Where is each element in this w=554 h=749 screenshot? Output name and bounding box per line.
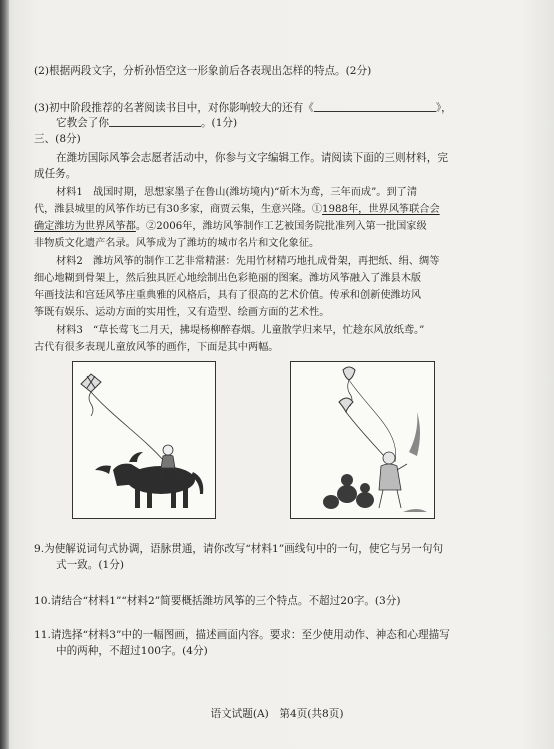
question-9-line-2: 式一致。(1分) (56, 559, 124, 571)
question-2: (2)根据两段文字，分析孙悟空这一形象前后各表现出怎样的特点。(2分) (34, 65, 372, 77)
lesson-prefix: 它教会了你 (56, 117, 109, 129)
painting-buffalo-kite (72, 361, 216, 519)
question-3-suffix: 》， (435, 102, 452, 114)
page-binding-edge (0, 0, 9, 749)
painting-children-kite (290, 361, 435, 519)
material-2-line-1: 材料2 潍坊风筝的制作工艺非常精湛：先用竹材精巧地扎成骨架，再把纸、绢、绸等 (56, 256, 440, 267)
material-2-line-3: 年画技法和宫廷风筝庄重典雅的风格后，具有了很高的艺术价值。传承和创新使潍坊风 (34, 290, 422, 301)
intro-line-1: 在潍坊国际风筝会志愿者活动中，你参与文字编辑工作。请阅读下面的三则材料，完 (56, 152, 448, 164)
lesson-suffix: 。(1分) (200, 117, 238, 129)
material-1-text-2: 。②2006年，潍坊风筝制作工艺被国务院批准列入第一批国家级 (135, 221, 427, 232)
question-10: 10.请结合“材料1”“材料2”简要概括潍坊风筝的三个特点。不超过20字。(3分) (34, 595, 401, 607)
question-11-line-1: 11.请选择“材料3”中的一幅图画，描述画面内容。要求：至少使用动作、神态和心理描写 (34, 629, 450, 641)
section-three-heading: 三、(8分) (34, 133, 81, 145)
page-footer: 语文试题(A) 第4页(共8页) (210, 708, 344, 720)
question-3-line-1 (34, 100, 534, 116)
material-3-line-1: 材料3 “草长莺飞二月天，拂堤杨柳醉春烟。儿童散学归来早，忙趁东风放纸鸢。” (56, 325, 425, 336)
children-kite-drawing (291, 362, 434, 518)
underlined-sentence-1a: 1988年，世界风筝联合会 (322, 204, 440, 215)
material-1-line-2 (34, 202, 534, 217)
material-1-text: 代，潍县城里的风筝作坊已有30多家，商贾云集，生意兴隆。① (34, 204, 323, 215)
question-3-prefix: (3)初中阶段推荐的名著阅读书目中，对你影响较大的还有《 (34, 102, 314, 114)
lesson-blank[interactable] (109, 115, 201, 127)
material-2-line-4: 筝既有娱乐、运动方面的实用性，又有造型、绘画方面的艺术性。 (34, 307, 330, 318)
material-1-line-4: 非物质文化遗产名录。风筝成为了潍坊的城市名片和文化象征。 (34, 238, 320, 249)
book-title-blank[interactable] (314, 100, 436, 112)
underlined-sentence-1b: 确定潍坊为世界风筝都 (34, 221, 136, 232)
material-1-line-1: 材料1 战国时期，思想家墨子在鲁山(潍坊境内)“斫木为鸢，三年而成”。到了清 (56, 187, 418, 198)
material-2-line-2: 细心地糊到骨架上，然后独具匠心地绘制出色彩艳丽的图案。潍坊风筝融入了潍县木版 (34, 273, 422, 284)
question-3-line-2 (56, 115, 534, 131)
intro-line-2: 成任务。 (34, 168, 77, 180)
buffalo-kite-drawing (73, 362, 215, 518)
material-1-line-3 (34, 219, 534, 234)
question-9-line-1: 9.为使解说词句式协调，语脉贯通，请你改写“材料1”画线句中的一句，使它与另一句句 (34, 543, 444, 555)
material-3-line-2: 古代有很多表现儿童放风筝的画作，下面是其中两幅。 (34, 342, 279, 353)
question-11-line-2: 中的两种，不超过100字。(4分) (56, 645, 208, 657)
